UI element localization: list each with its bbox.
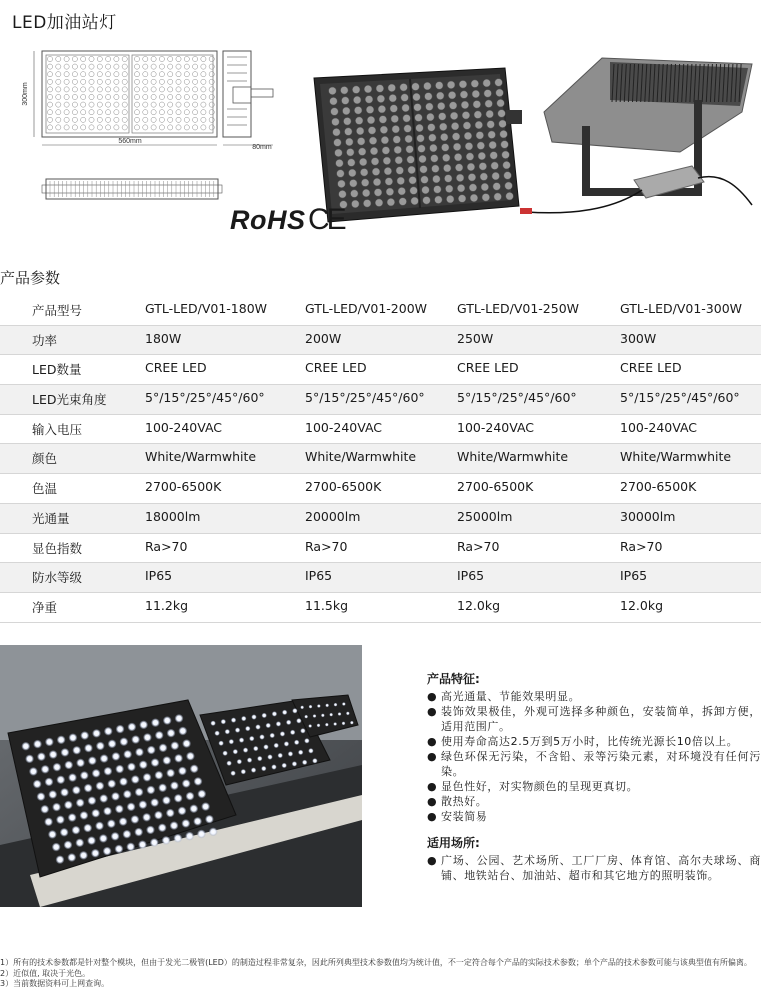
height-label: 300mm — [22, 82, 29, 106]
spec-value: 2700-6500K — [145, 479, 222, 495]
spec-value: 5°/15°/25°/45°/60° — [145, 390, 265, 406]
spec-row-weight — [0, 593, 761, 623]
spec-value: 300W — [620, 330, 657, 346]
spec-label: 颜色 — [32, 451, 58, 467]
spec-value: GTL-LED/V01-250W — [457, 301, 580, 316]
feature-item: ● 显色性好，对实物颜色的呈现更真切。 — [427, 780, 639, 793]
spec-value: CREE LED — [305, 360, 367, 376]
spec-value: 11.5kg — [305, 597, 349, 613]
spec-value: 20000lm — [305, 508, 361, 524]
spec-value: 5°/15°/25°/45°/60° — [305, 390, 425, 406]
spec-value: 25000lm — [457, 508, 513, 524]
spec-value: Ra>70 — [620, 538, 663, 554]
spec-label: 显色指数 — [32, 540, 83, 556]
spec-value: CREE LED — [620, 360, 682, 376]
footnote: 1）所有的技术参数都是针对整个模块，但由于发光二极管(LED）的制造过程非常复杂，因此所列典型技术参数值均为统计值，不一定符合每个产品的实际技术参数；单个产品的技术参数可能与该典型值有所偏离。 — [0, 958, 752, 967]
spec-label: 色温 — [32, 481, 58, 497]
application-item: ● 广场、公园、艺术场所、工厂厂房、体育馆、高尔夫球场、商铺、地铁站台、加油站、超市和其它地方的照明装饰。 — [427, 854, 761, 882]
feature-item: ● 散热好。 — [427, 795, 488, 808]
ce-mark: CE — [308, 203, 344, 236]
spec-row-led-count — [0, 355, 761, 385]
spec-value: GTL-LED/V01-300W — [620, 301, 743, 316]
spec-value: 18000lm — [145, 508, 201, 524]
spec-label: 产品型号 — [32, 303, 83, 318]
footnotes — [0, 958, 761, 990]
spec-value: IP65 — [457, 568, 485, 584]
spec-value: CREE LED — [145, 360, 207, 376]
spec-value: 2700-6500K — [620, 479, 697, 495]
rohs-mark: RoHS — [230, 205, 306, 235]
feature-item: ● 绿色环保无污染，不含铅、汞等污染元素，对环境没有任何污染。 — [427, 750, 761, 778]
spec-value: 100-240VAC — [620, 419, 698, 435]
spec-label: 防水等级 — [32, 570, 83, 586]
spec-value: IP65 — [620, 568, 648, 584]
features-heading: 产品特征: — [427, 672, 480, 686]
spec-value: 5°/15°/25°/45°/60° — [457, 390, 577, 406]
features-list — [427, 689, 761, 824]
spec-label: 功率 — [32, 332, 58, 348]
spec-row-cri — [0, 534, 761, 564]
bullet-icon: ● — [427, 780, 438, 793]
footnote: 3）当前数据资料可上网查询。 — [0, 979, 110, 988]
spec-value: 100-240VAC — [457, 419, 535, 435]
feature-item: ● 装饰效果极佳，外观可选择多种颜色，安装简单，拆卸方便，适用范围广。 — [427, 705, 761, 733]
spec-label: 净重 — [32, 599, 58, 615]
spec-row-model — [0, 296, 761, 326]
spec-row-ip — [0, 563, 761, 593]
spec-value: CREE LED — [457, 360, 519, 376]
spec-value: 12.0kg — [457, 597, 501, 613]
spec-value: Ra>70 — [305, 538, 348, 554]
applications-heading: 适用场所: — [427, 836, 480, 850]
bullet-icon: ● — [427, 854, 438, 867]
features-panel — [427, 672, 761, 895]
spec-row-beam-angle — [0, 385, 761, 415]
spec-value: 11.2kg — [145, 597, 189, 613]
spec-label: 输入电压 — [32, 421, 83, 437]
spec-label: LED光束角度 — [32, 392, 107, 408]
feature-item: ● 高光通量、节能效果明显。 — [427, 690, 581, 703]
bullet-icon: ● — [427, 750, 438, 763]
product-photo — [312, 40, 761, 230]
spec-value: White/Warmwhite — [305, 449, 417, 465]
spec-value: White/Warmwhite — [457, 449, 569, 465]
spec-label: 光通量 — [32, 510, 70, 526]
bullet-icon: ● — [427, 795, 438, 808]
spec-row-lumen — [0, 504, 761, 534]
footnote: 2）近似值, 取决于光色。 — [0, 968, 91, 978]
spec-value: GTL-LED/V01-200W — [305, 301, 428, 316]
spec-value: White/Warmwhite — [620, 449, 732, 465]
lit-fixture-photo — [0, 645, 362, 907]
spec-value: 100-240VAC — [305, 419, 383, 435]
bullet-icon: ● — [427, 735, 438, 748]
bullet-icon: ● — [427, 690, 438, 703]
spec-value: GTL-LED/V01-180W — [145, 301, 268, 316]
applications-list — [427, 853, 761, 883]
spec-table — [0, 296, 761, 623]
depth-label: 80mm — [252, 144, 272, 151]
spec-value: Ra>70 — [145, 538, 188, 554]
spec-value: IP65 — [145, 568, 173, 584]
bullet-icon: ● — [427, 810, 438, 823]
dimension-drawing — [20, 45, 300, 220]
page-title: LED加油站灯 — [12, 13, 117, 33]
spec-value: 200W — [305, 330, 342, 346]
params-heading: 产品参数 — [0, 269, 61, 287]
spec-value: Ra>70 — [457, 538, 500, 554]
spec-row-color — [0, 444, 761, 474]
feature-item: ● 安装简易 — [427, 810, 488, 823]
spec-row-cct — [0, 474, 761, 504]
spec-value: 2700-6500K — [457, 479, 534, 495]
spec-value: 180W — [145, 330, 182, 346]
spec-label: LED数量 — [32, 362, 82, 378]
spec-value: 2700-6500K — [305, 479, 382, 495]
spec-value: 30000lm — [620, 508, 676, 524]
spec-row-power — [0, 326, 761, 356]
width-label: 560mm — [118, 138, 142, 145]
spec-value: 100-240VAC — [145, 419, 223, 435]
spec-row-voltage — [0, 415, 761, 445]
spec-value: IP65 — [305, 568, 333, 584]
spec-value: 250W — [457, 330, 494, 346]
spec-value: 12.0kg — [620, 597, 664, 613]
spec-value: 5°/15°/25°/45°/60° — [620, 390, 740, 406]
spec-value: White/Warmwhite — [145, 449, 257, 465]
bullet-icon: ● — [427, 705, 438, 718]
feature-item: ● 使用寿命高达2.5万到5万小时，比传统光源长10倍以上。 — [427, 735, 739, 748]
